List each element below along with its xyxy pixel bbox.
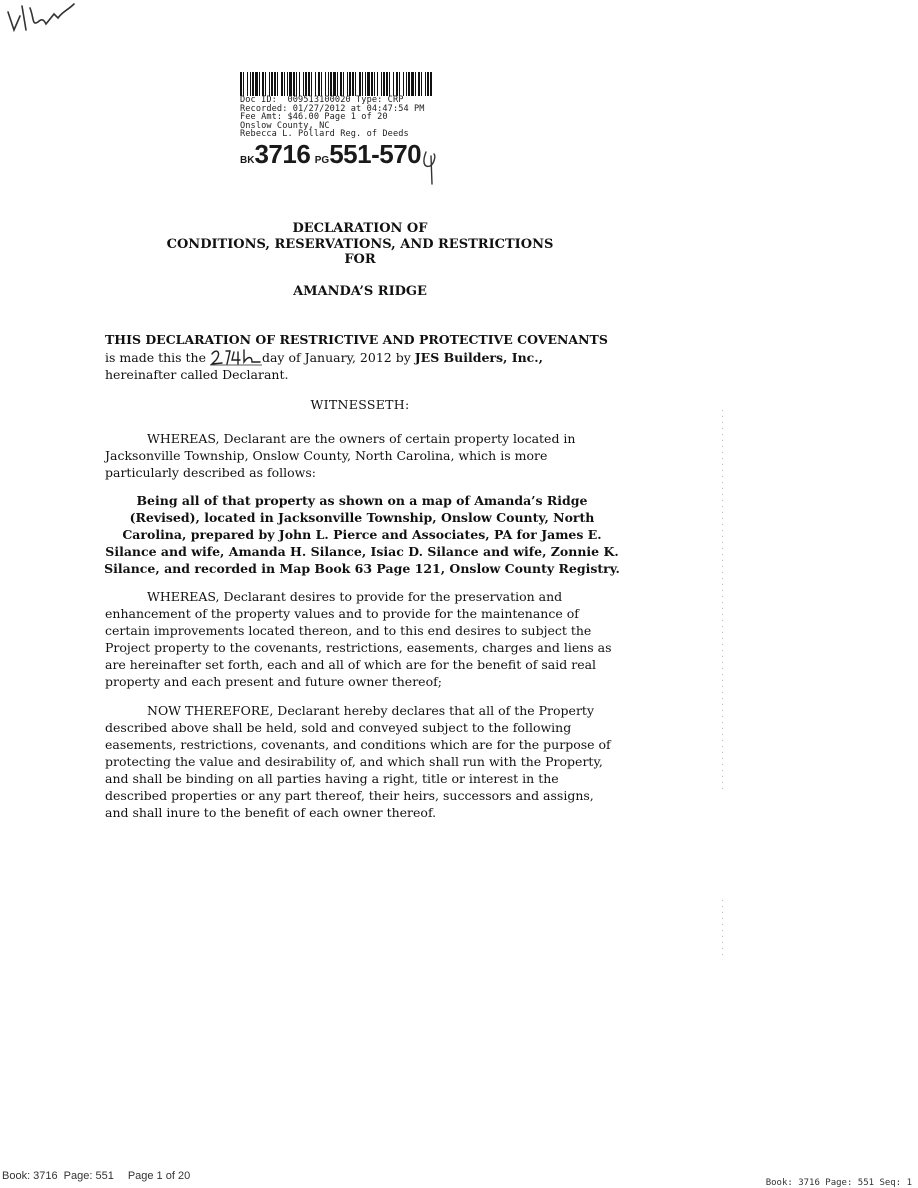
barcode-bar xyxy=(347,72,348,96)
handwritten-page-mark xyxy=(418,148,442,188)
barcode-bar xyxy=(408,72,410,96)
barcode-bar xyxy=(365,72,366,96)
recording-stamp xyxy=(240,96,425,139)
barcode-bar xyxy=(352,72,354,96)
barcode-bar xyxy=(421,72,422,96)
barcode-bar xyxy=(330,72,332,96)
intro-part-2: day of January, 2012 by xyxy=(261,350,415,365)
barcode-bar xyxy=(386,72,388,96)
footer-right: Book: 3716 Page: 551 Seq: 1 xyxy=(765,1178,912,1188)
barcode-bar xyxy=(403,72,404,96)
barcode-bar xyxy=(325,72,326,96)
barcode-bar xyxy=(399,72,400,96)
barcode-bar xyxy=(315,72,316,96)
barcode-bar xyxy=(284,72,285,96)
footer-book: Book: 3716 xyxy=(2,1170,58,1182)
barcode-bar xyxy=(243,72,244,96)
barcode-bar xyxy=(296,72,297,96)
barcode-bar xyxy=(415,72,416,96)
barcode-bar xyxy=(406,72,407,96)
now-therefore-paragraph: NOW THEREFORE, Declarant hereby declares that all of the Property described above shall be held, sold and conveyed subject to the following easements, restrictions, covenants, and conditions which are for the purpose of protecting the value and desirability of, and which shall run with the Property, and shall be binding on all parties having a right, title or interest in the described properties or any part thereof, their heirs, successors and assigns, and shall inure to the benefit of each owner thereof. xyxy=(105,703,611,820)
footer-left xyxy=(2,1170,196,1182)
title-line-1: DECLARATION OF xyxy=(292,221,428,236)
barcode-bar xyxy=(311,72,312,96)
footer-page: Page: 551 xyxy=(63,1170,114,1182)
barcode-bar xyxy=(318,72,320,96)
barcode-bar xyxy=(411,72,414,96)
barcode-bar xyxy=(265,72,266,96)
barcode-bar xyxy=(381,72,382,96)
barcode-bar xyxy=(308,72,310,96)
builder-name: JES Builders, Inc., xyxy=(414,350,543,365)
barcode xyxy=(240,72,433,96)
title-line-4: AMANDA’S RIDGE xyxy=(293,284,427,299)
barcode-bar xyxy=(274,72,276,96)
recorded-date: Recorded: 01/27/2012 at 04:47:54 PM xyxy=(240,103,425,114)
barcode-bar xyxy=(377,72,378,96)
scan-margin-dots xyxy=(722,410,723,790)
intro-part-1: is made this the xyxy=(105,350,210,365)
barcode-bar xyxy=(262,72,264,96)
barcode-bar xyxy=(281,72,283,96)
scan-margin-dots xyxy=(722,900,723,960)
barcode-bar xyxy=(321,72,322,96)
barcode-bar xyxy=(374,72,375,96)
barcode-bar xyxy=(305,72,307,96)
title-line-2: CONDITIONS, RESERVATIONS, AND RESTRICTIONS xyxy=(166,237,554,252)
fee-amount: Fee Amt: $46.00 Page 1 of 20 xyxy=(240,112,388,123)
handwritten-initials xyxy=(4,0,76,38)
barcode-bar xyxy=(355,72,356,96)
barcode-bar xyxy=(396,72,398,96)
barcode-bar xyxy=(359,72,361,96)
barcode-bar xyxy=(269,72,270,96)
page-range: 551-570 xyxy=(329,139,422,169)
barcode-bar xyxy=(343,72,344,96)
handwritten-day xyxy=(210,348,262,366)
barcode-bar xyxy=(430,72,432,96)
barcode-bar xyxy=(383,72,385,96)
register-of-deeds: Rebecca L. Pollard Reg. of Deeds xyxy=(240,129,409,140)
barcode-bar xyxy=(247,72,248,96)
doc-id: Doc ID: 009513100020 Type: CRP xyxy=(240,95,404,105)
intro-part-3: hereinafter called Declarant. xyxy=(105,367,289,382)
barcode-bar xyxy=(240,72,242,96)
barcode-bar xyxy=(303,72,304,96)
barcode-bar xyxy=(259,72,260,96)
whereas-paragraph-1: WHEREAS, Declarant are the owners of certain property located in Jacksonville Township, Onslow County, North Carolina, which is more particularly described as follows: xyxy=(105,431,576,480)
barcode-bar xyxy=(252,72,254,96)
barcode-bar xyxy=(362,72,363,96)
barcode-bar xyxy=(287,72,288,96)
barcode-bar xyxy=(277,72,278,96)
barcode-bar xyxy=(299,72,300,96)
barcode-bar xyxy=(337,72,338,96)
barcode-bar xyxy=(255,72,258,96)
barcode-bar xyxy=(250,72,251,96)
barcode-bar xyxy=(367,72,370,96)
barcode-bar xyxy=(349,72,351,96)
pg-prefix: PG xyxy=(314,155,330,166)
barcode-bar xyxy=(328,72,329,96)
barcode-bar xyxy=(289,72,292,96)
barcode-bar xyxy=(393,72,394,96)
bk-prefix: BK xyxy=(240,155,255,166)
barcode-bar xyxy=(293,72,295,96)
footer-page-of: Page 1 of 20 xyxy=(127,1170,191,1182)
property-description: Being all of that property as shown on a map of Amanda’s Ridge (Revised), located in Jacksonville Township, Onslow County, North Carolina, prepared by John L. Pierce and Associates, PA for James E. Silance and wife, Amanda H. Silance, Isiac D. Silance and wife, Zonnie K. Silance, and recorded in Map Book 63 Page 121, Onslow County Registry. xyxy=(104,493,620,576)
barcode-bar xyxy=(427,72,429,96)
barcode-bar xyxy=(389,72,390,96)
title-line-3: FOR xyxy=(344,252,376,267)
barcode-bar xyxy=(425,72,426,96)
intro-bold-lead: THIS DECLARATION OF RESTRICTIVE AND PROTECTIVE COVENANTS xyxy=(105,332,608,347)
barcode-bar xyxy=(418,72,420,96)
county: Onslow County, NC xyxy=(240,120,330,131)
barcode-bar xyxy=(333,72,336,96)
barcode-bar xyxy=(340,72,342,96)
barcode-bar xyxy=(271,72,273,96)
barcode-bar xyxy=(371,72,373,96)
book-number: 3716 xyxy=(254,139,311,169)
intro-paragraph xyxy=(105,331,617,383)
book-page-number xyxy=(240,139,421,170)
whereas-paragraph-2: WHEREAS, Declarant desires to provide for the preservation and enhancement of the property values and to provide for the maintenance of certain improvements located thereon, and to this end desires to subject the Project property to the covenants, restrictions, easements, charges and liens as are hereinafter set forth, each and all of which are for the benefit of said real property and each present and future owner thereof; xyxy=(105,589,612,689)
witnesseth-heading: WITNESSETH: xyxy=(310,397,410,412)
